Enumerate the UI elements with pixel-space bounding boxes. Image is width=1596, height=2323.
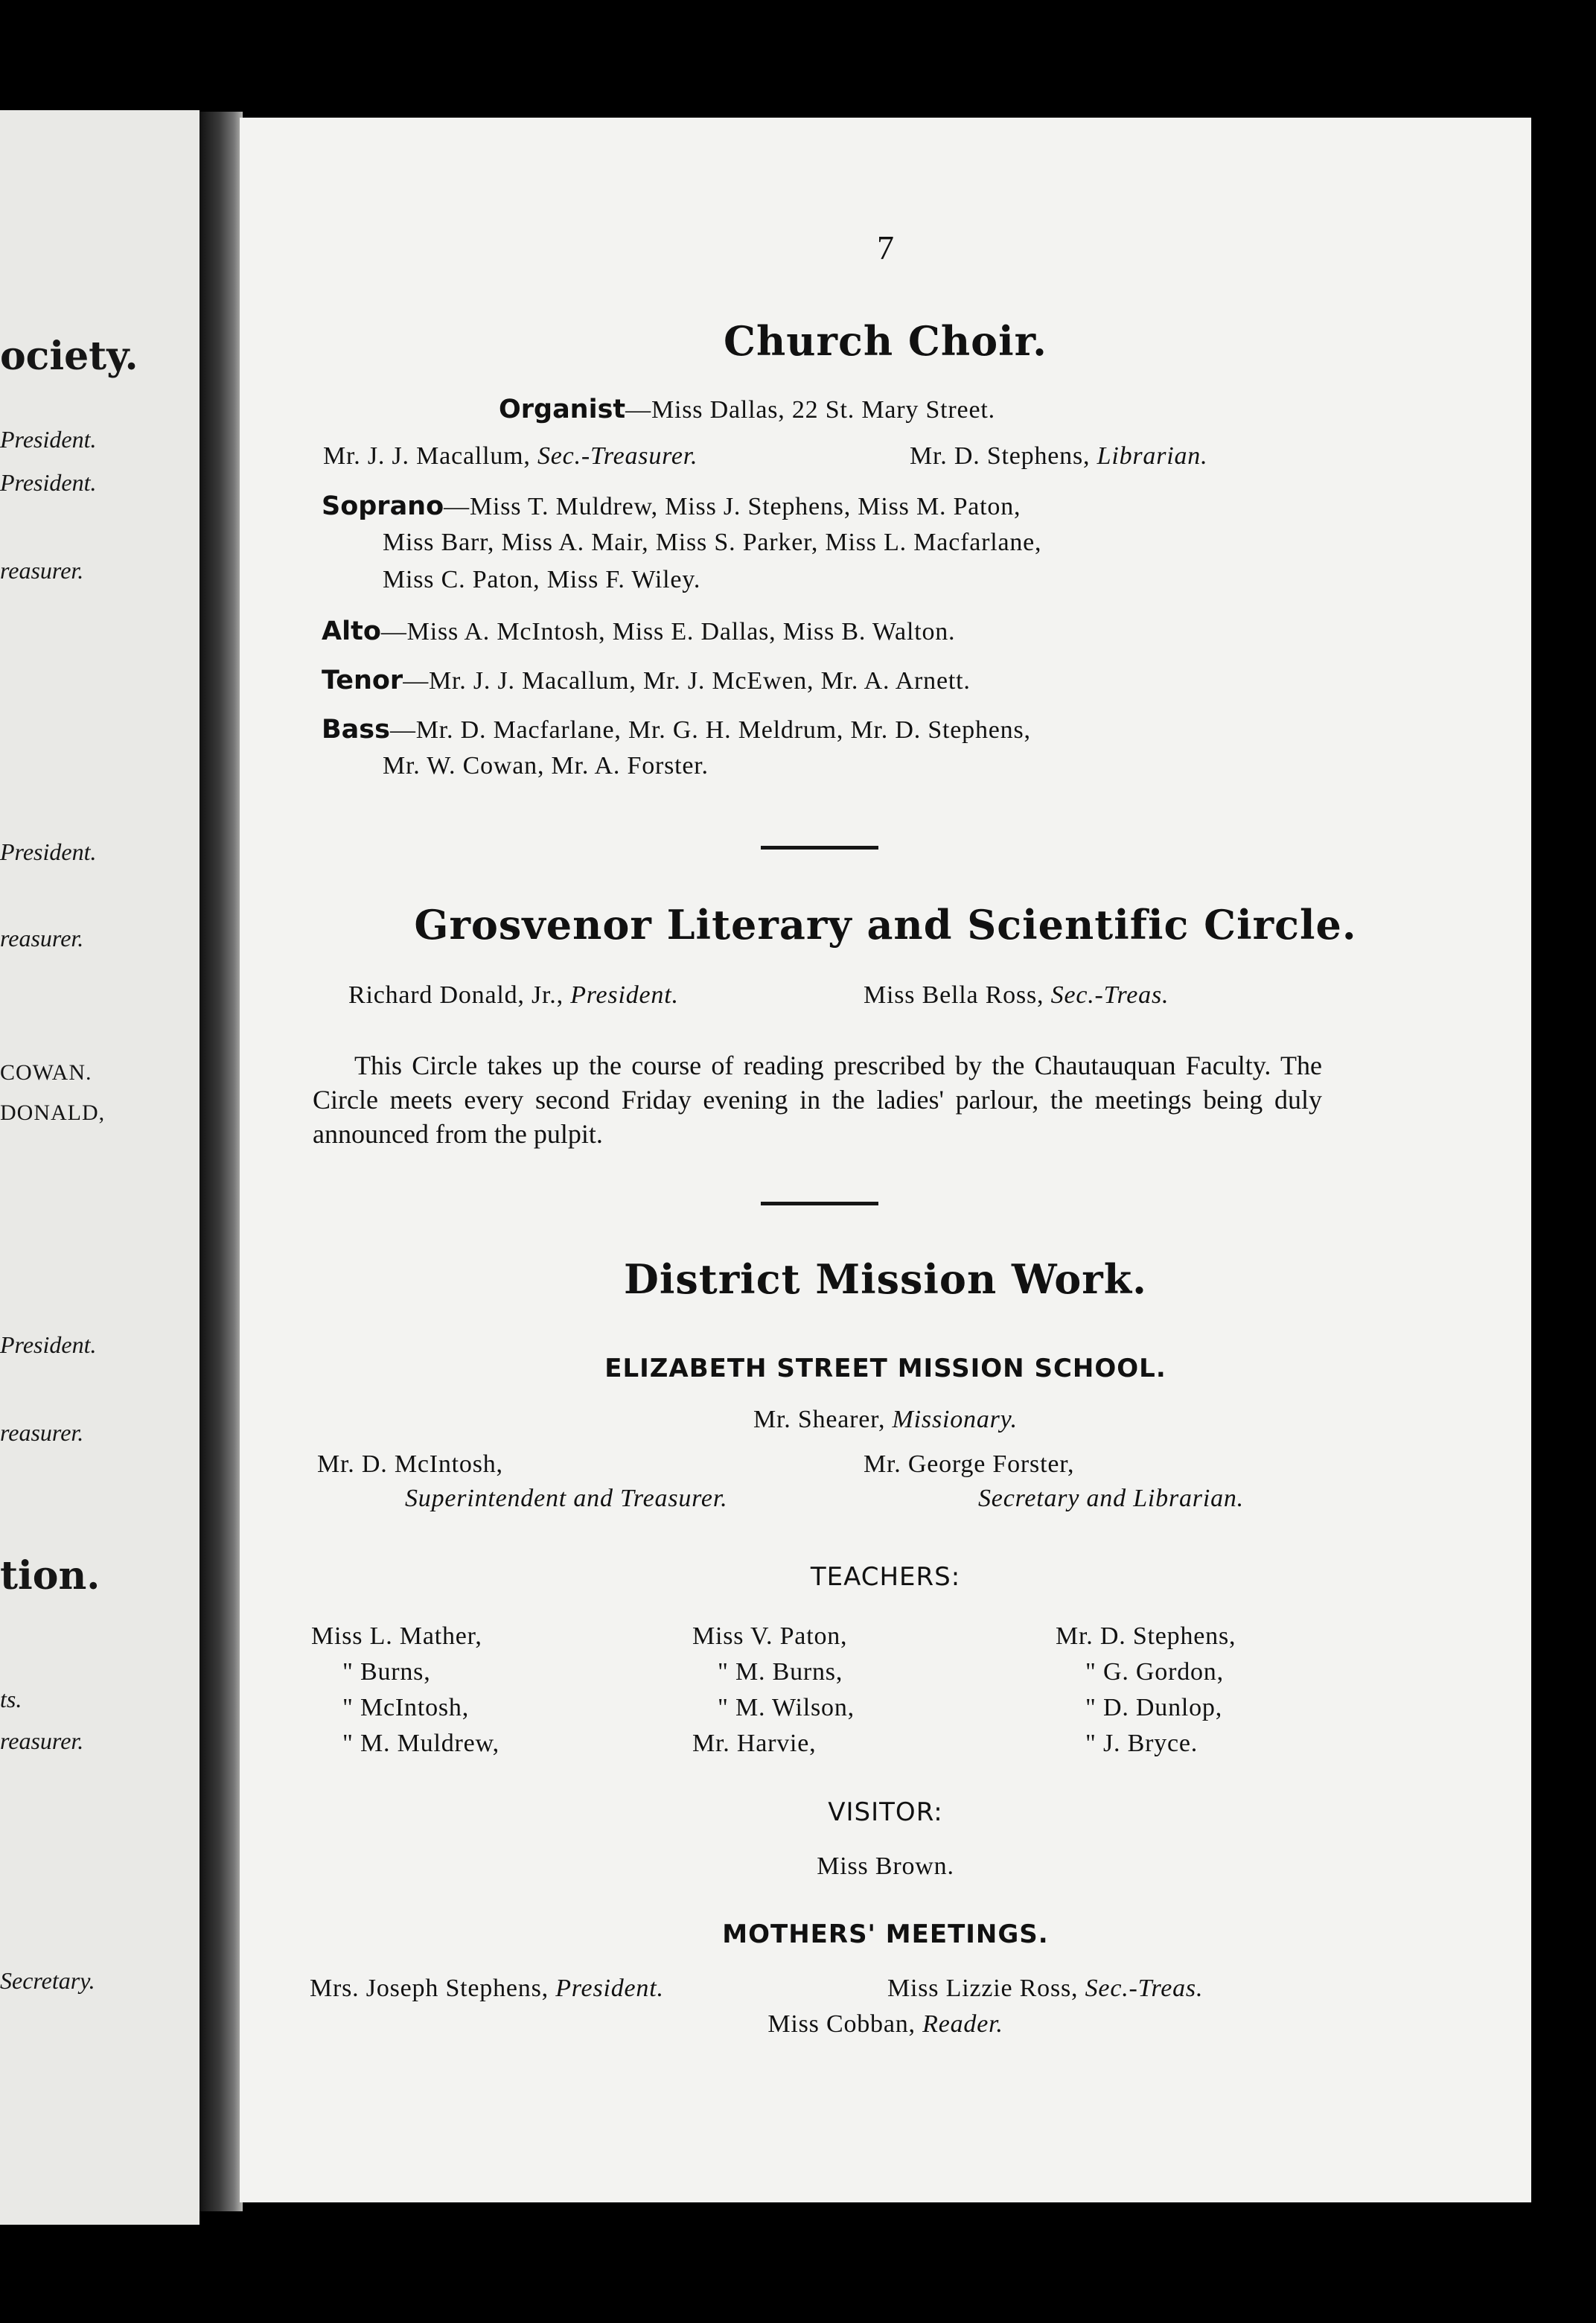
teacher-name: " G. Gordon,	[1085, 1658, 1224, 1686]
teacher-name: " McIntosh,	[342, 1694, 470, 1721]
fragment-text: President.	[0, 469, 97, 496]
organist-line	[499, 395, 995, 424]
section-divider	[761, 1202, 878, 1205]
missionary-name: Mr. Shearer,	[753, 1406, 893, 1433]
alto-line	[322, 616, 955, 646]
fragment-text: COWAN.	[0, 1060, 92, 1085]
secretary-role: Sec.-Treas.	[1050, 981, 1169, 1009]
soprano-label: Soprano	[322, 491, 444, 521]
teacher-name: " D. Dunlop,	[1085, 1694, 1223, 1721]
teacher-name: Miss V. Paton,	[692, 1622, 848, 1650]
fragment-heading: tion.	[0, 1553, 100, 1599]
fragment-text: President.	[0, 1331, 97, 1358]
bass-label: Bass	[322, 715, 390, 745]
tenor-line	[322, 666, 971, 695]
president-role: President.	[570, 981, 679, 1009]
fragment-text: reasurer.	[0, 557, 84, 584]
page-gutter	[200, 112, 243, 2211]
mothers-secretary	[887, 1975, 1203, 2003]
choir-officer-right	[910, 442, 1207, 471]
page-number: 7	[877, 229, 894, 267]
visitor-heading: VISITOR:	[828, 1797, 943, 1827]
missionary-role: Missionary.	[892, 1406, 1018, 1433]
superintendent-role: Superintendent and Treasurer.	[405, 1485, 728, 1512]
reader-role: Reader.	[922, 2010, 1003, 2038]
organist-value: —Miss Dallas, 22 St. Mary Street.	[625, 396, 995, 424]
secretary-name: Miss Lizzie Ross,	[887, 1975, 1085, 2002]
reader-name: Miss Cobban,	[767, 2010, 923, 2038]
teacher-name: Mr. Harvie,	[692, 1730, 817, 1757]
bass-line-2: Mr. W. Cowan, Mr. A. Forster.	[383, 752, 709, 780]
teacher-name: " J. Bryce.	[1085, 1730, 1198, 1757]
fragment-text: Secretary.	[0, 1967, 95, 1994]
fragment-text: reasurer.	[0, 1419, 84, 1446]
teacher-name: " M. Burns,	[718, 1658, 843, 1686]
teacher-name: " M. Wilson,	[718, 1694, 855, 1721]
mission-secretary-role: Secretary and Librarian.	[978, 1485, 1244, 1512]
fragment-text: President.	[0, 426, 97, 453]
secretary-name: Miss Bella Ross,	[864, 981, 1051, 1009]
tenor-members: —Mr. J. J. Macallum, Mr. J. McEwen, Mr. A. Arnett.	[403, 667, 971, 695]
president-name: Mrs. Joseph Stephens,	[310, 1975, 556, 2002]
teachers-column-1	[311, 1619, 499, 1762]
fragment-text: reasurer.	[0, 1727, 84, 1754]
previous-page-fragment	[0, 110, 200, 2225]
officer-name: Mr. D. Stephens,	[910, 442, 1097, 470]
teacher-name: " Burns,	[342, 1658, 431, 1686]
choir-officer-left	[323, 442, 698, 471]
officer-role: Librarian.	[1097, 442, 1208, 470]
church-choir-heading: Church Choir.	[724, 317, 1047, 365]
fragment-text: President.	[0, 838, 97, 865]
teacher-name: " M. Muldrew,	[342, 1730, 499, 1757]
president-role: President.	[555, 1975, 664, 2002]
superintendent-name: Mr. D. McIntosh,	[317, 1450, 503, 1478]
fragment-text: ts.	[0, 1686, 22, 1712]
circle-description: This Circle takes up the course of reading prescribed by the Chautauquan Faculty. The Circle meets every second Friday evening in the ladies' parlour, the meetings being duly announced from the pulpit.	[313, 1051, 1322, 1149]
teachers-column-2	[692, 1619, 855, 1762]
soprano-line-2: Miss Barr, Miss A. Mair, Miss S. Parker, Miss L. Macfarlane,	[383, 529, 1042, 556]
mothers-president	[310, 1975, 664, 2003]
missionary-line	[240, 1406, 1531, 1434]
mission-secretary-name: Mr. George Forster,	[864, 1450, 1075, 1478]
document-page	[240, 118, 1531, 2202]
section-divider	[761, 846, 878, 850]
soprano-members: —Miss T. Muldrew, Miss J. Stephens, Miss M. Paton,	[444, 493, 1021, 520]
circle-president	[348, 981, 679, 1010]
teacher-name: Miss L. Mather,	[311, 1622, 482, 1650]
officer-role: Sec.-Treasurer.	[537, 442, 698, 470]
tenor-label: Tenor	[322, 666, 403, 695]
literary-circle-heading: Grosvenor Literary and Scientific Circle.	[414, 901, 1357, 949]
teacher-name: Mr. D. Stephens,	[1056, 1622, 1236, 1650]
organist-label: Organist	[499, 395, 626, 424]
teachers-column-3	[1056, 1619, 1236, 1762]
alto-members: —Miss A. McIntosh, Miss E. Dallas, Miss B. Walton.	[380, 618, 956, 646]
visitor-name: Miss Brown.	[817, 1852, 954, 1880]
alto-label: Alto	[322, 616, 381, 646]
mothers-meetings-heading: MOTHERS' MEETINGS.	[722, 1919, 1049, 1949]
secretary-role: Sec.-Treas.	[1085, 1975, 1204, 2002]
circle-secretary	[864, 981, 1169, 1010]
teachers-heading: TEACHERS:	[810, 1562, 961, 1592]
reader-line	[240, 2010, 1531, 2039]
bass-line-1	[322, 715, 1031, 745]
bass-members: —Mr. D. Macfarlane, Mr. G. H. Meldrum, Mr. D. Stephens,	[389, 716, 1031, 744]
mission-school-heading: ELIZABETH STREET MISSION SCHOOL.	[604, 1354, 1166, 1383]
fragment-text: reasurer.	[0, 925, 84, 952]
officer-name: Mr. J. J. Macallum,	[323, 442, 537, 470]
soprano-line-3: Miss C. Paton, Miss F. Wiley.	[383, 566, 701, 593]
mission-work-heading: District Mission Work.	[624, 1255, 1147, 1303]
soprano-line-1	[322, 491, 1021, 521]
fragment-text: DONALD,	[0, 1100, 106, 1125]
president-name: Richard Donald, Jr.,	[348, 981, 571, 1009]
fragment-heading: ociety.	[0, 334, 138, 379]
